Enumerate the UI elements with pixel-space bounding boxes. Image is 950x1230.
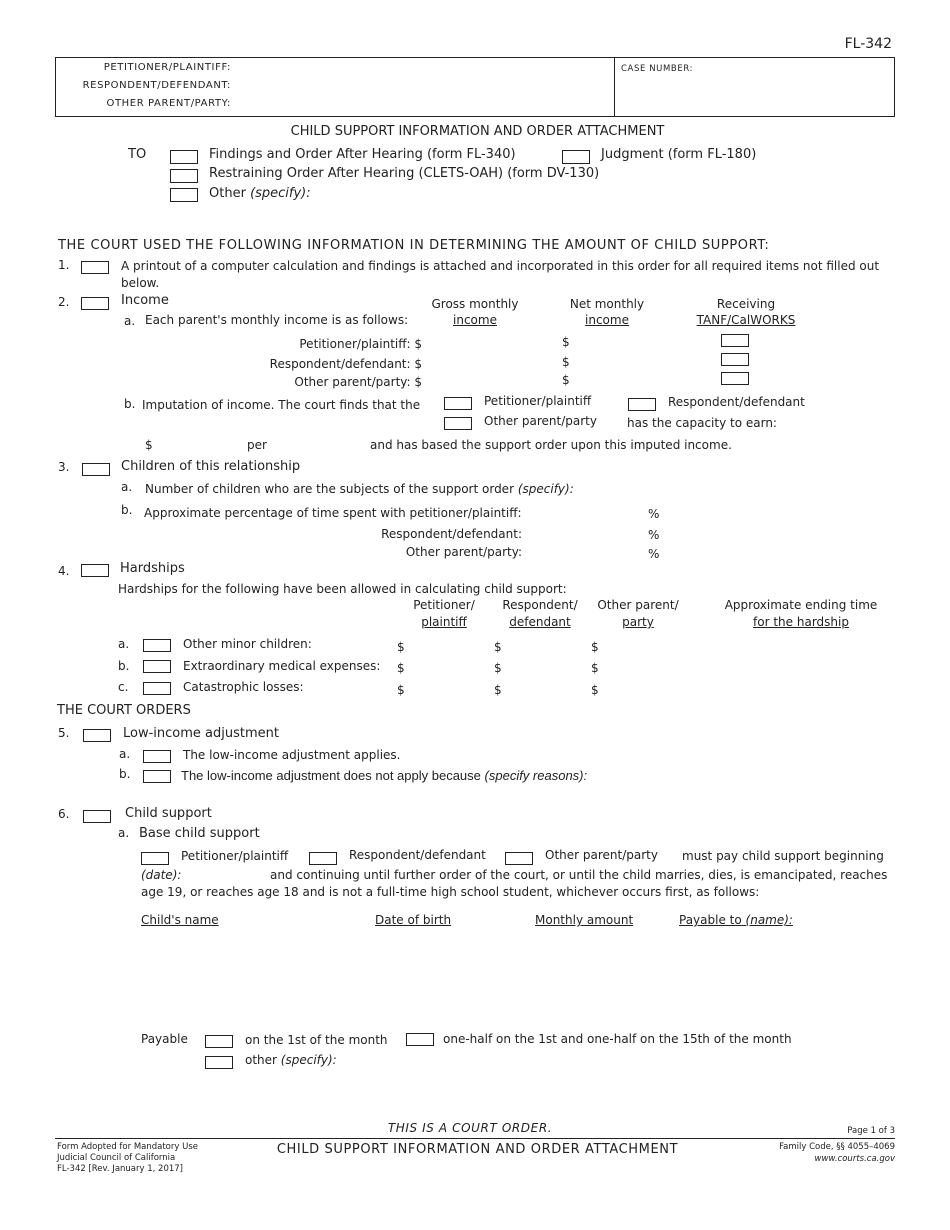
imputation-respondent-checkbox[interactable] xyxy=(628,398,656,411)
item-2b-text: Imputation of income. The court finds that the xyxy=(142,398,421,412)
hardship-row-label: a. xyxy=(118,637,130,651)
pct-other: % xyxy=(648,547,660,561)
item-6-number: 6. xyxy=(58,807,70,821)
item-3a-label: a. xyxy=(121,480,133,494)
findings-order-checkbox[interactable] xyxy=(170,150,198,164)
adjustment-not-apply-text: The low-income adjustment does not apply because (specify reasons): xyxy=(181,768,588,783)
capacity-text: has the capacity to earn: xyxy=(627,416,777,430)
payor-other-label: Other parent/party xyxy=(545,848,658,862)
hardship-dollar: $ xyxy=(494,661,502,675)
tanf-header-2: TANF/CalWORKS xyxy=(696,313,796,327)
item-5-number: 5. xyxy=(58,726,70,740)
hardship-col-other: Other parent/ xyxy=(597,598,679,612)
payor-respondent-checkbox[interactable] xyxy=(309,852,337,865)
hardship-row-text: Other minor children: xyxy=(183,637,312,651)
imputed-dollar: $ xyxy=(145,438,153,452)
must-pay-text: must pay child support beginning xyxy=(682,849,884,863)
tanf-petitioner-checkbox[interactable] xyxy=(721,334,749,347)
net-dollar-respondent: $ xyxy=(562,355,570,369)
payor-other-checkbox[interactable] xyxy=(505,852,533,865)
net-dollar-petitioner: $ xyxy=(562,335,570,349)
hardship-row-text: Catastrophic losses: xyxy=(183,680,304,694)
children-checkbox[interactable] xyxy=(82,463,110,476)
continuing-text: and continuing until further order of the court, or until the child marries, dies, is emancipated, reaches xyxy=(270,868,888,882)
payable-other-label: other (specify): xyxy=(245,1053,337,1067)
hardships-intro: Hardships for the following have been allowed in calculating child support: xyxy=(118,582,567,596)
hardship-row-label: b. xyxy=(118,659,130,673)
low-income-checkbox[interactable] xyxy=(83,729,111,742)
other-attach-checkbox[interactable] xyxy=(170,188,198,202)
item-6a-label: a. xyxy=(118,826,130,840)
payable-half-label: one-half on the 1st and one-half on the 15th of the month xyxy=(443,1032,792,1046)
item-2a-text: Each parent's monthly income is as follows: xyxy=(145,313,409,327)
net-income-header: Net monthly xyxy=(569,297,645,311)
tanf-other-checkbox[interactable] xyxy=(721,372,749,385)
item-1-number: 1. xyxy=(58,258,70,272)
item-3-number: 3. xyxy=(58,460,70,474)
hardships-title: Hardships xyxy=(120,561,185,576)
time-other-label: Other parent/party: xyxy=(405,545,522,559)
children-title: Children of this relationship xyxy=(121,459,301,474)
restraining-order-label: Restraining Order After Hearing (CLETS-OAH) (form DV-130) xyxy=(209,166,600,181)
low-income-title: Low-income adjustment xyxy=(123,726,279,741)
income-title: Income xyxy=(121,293,169,308)
gross-income-header-2: income xyxy=(453,313,497,327)
respondent-label: RESPONDENT/DEFENDANT: xyxy=(82,80,231,91)
payable-first-checkbox[interactable] xyxy=(205,1035,233,1048)
item-3b-text: Approximate percentage of time spent with petitioner/plaintiff: xyxy=(144,506,522,520)
payor-petitioner-label: Petitioner/plaintiff xyxy=(181,849,289,863)
item-5b-label: b. xyxy=(119,767,131,781)
time-respondent-label: Respondent/defendant: xyxy=(381,527,522,541)
payable-half-checkbox[interactable] xyxy=(406,1033,434,1046)
adopted-line-3: FL-342 [Rev. January 1, 2017] xyxy=(57,1164,183,1174)
net-income-header-2: income xyxy=(585,313,629,327)
adjustment-applies-checkbox[interactable] xyxy=(143,750,171,763)
payor-petitioner-checkbox[interactable] xyxy=(141,852,169,865)
income-row-other: Other parent/party: $ xyxy=(294,375,422,389)
item-3a-text: Number of children who are the subjects of the support order (specify): xyxy=(145,482,574,496)
hardship-col-other-2: party xyxy=(622,615,654,629)
continuing-text-2: age 19, or reaches age 18 and is not a full-time high school student, whichever occurs first, as follows: xyxy=(141,885,760,899)
col-childs-name: Child's name xyxy=(141,913,219,927)
item-2a-label: a. xyxy=(124,314,136,328)
adopted-line-2: Judicial Council of California xyxy=(57,1153,176,1163)
restraining-order-checkbox[interactable] xyxy=(170,169,198,183)
courts-website[interactable]: www.courts.ca.gov xyxy=(814,1154,895,1164)
item-2b-label: b. xyxy=(124,397,136,411)
child-support-title: Child support xyxy=(125,806,212,821)
payable-first-label: on the 1st of the month xyxy=(245,1033,388,1047)
child-support-checkbox[interactable] xyxy=(83,810,111,823)
judgment-label: Judgment (form FL-180) xyxy=(601,147,757,162)
hardship-dollar: $ xyxy=(397,661,405,675)
other-minor-children-checkbox[interactable] xyxy=(143,639,171,652)
hardship-dollar: $ xyxy=(397,683,405,697)
adjustment-applies-text: The low-income adjustment applies. xyxy=(183,748,401,762)
judgment-checkbox[interactable] xyxy=(562,150,590,164)
item-3b-label: b. xyxy=(121,503,133,517)
court-orders-heading: THE COURT ORDERS xyxy=(57,703,191,718)
hardship-col-ending-2: for the hardship xyxy=(753,615,849,629)
item-2-number: 2. xyxy=(58,295,70,309)
net-dollar-other: $ xyxy=(562,373,570,387)
computer-printout-checkbox[interactable] xyxy=(81,261,109,274)
hardship-col-petitioner: Petitioner/ xyxy=(413,598,475,612)
caption-box xyxy=(55,57,895,117)
case-number-label: CASE NUMBER: xyxy=(621,64,694,74)
catastrophic-losses-checkbox[interactable] xyxy=(143,682,171,695)
findings-order-label: Findings and Order After Hearing (form FL-340) xyxy=(209,147,516,162)
hardships-checkbox[interactable] xyxy=(81,564,109,577)
information-heading: THE COURT USED THE FOLLOWING INFORMATION IN DETERMINING THE AMOUNT OF CHILD SUPPORT: xyxy=(58,238,770,253)
petitioner-label: PETITIONER/PLAINTIFF: xyxy=(103,62,231,73)
hardship-row-label: c. xyxy=(118,680,129,694)
col-monthly-amount: Monthly amount xyxy=(535,913,634,927)
adjustment-not-apply-checkbox[interactable] xyxy=(143,770,171,783)
form-id: FL-342 xyxy=(844,36,892,52)
hardship-col-petitioner-2: plaintiff xyxy=(421,615,467,629)
date-label: (date): xyxy=(141,868,182,882)
hardship-dollar: $ xyxy=(591,640,599,654)
item-1-text-cont: below. xyxy=(121,276,160,290)
pct-petitioner: % xyxy=(648,507,660,521)
gross-income-header: Gross monthly xyxy=(431,297,519,311)
payable-other-checkbox[interactable] xyxy=(205,1056,233,1069)
pct-respondent: % xyxy=(648,528,660,542)
payor-respondent-label: Respondent/defendant xyxy=(349,848,486,862)
adopted-line-1: Form Adopted for Mandatory Use xyxy=(57,1142,198,1152)
footer-divider xyxy=(55,1138,895,1139)
income-row-petitioner: Petitioner/plaintiff: $ xyxy=(299,337,422,351)
imputation-other-checkbox[interactable] xyxy=(444,417,472,430)
other-party-label: OTHER PARENT/PARTY: xyxy=(106,98,231,109)
family-code: Family Code, §§ 4055–4069 xyxy=(779,1142,895,1152)
hardship-col-respondent: Respondent/ xyxy=(502,598,578,612)
form-title: CHILD SUPPORT INFORMATION AND ORDER ATTACHMENT xyxy=(290,124,665,139)
col-date-of-birth: Date of birth xyxy=(375,913,452,927)
tanf-respondent-checkbox[interactable] xyxy=(721,353,749,366)
page-number: Page 1 of 3 xyxy=(847,1126,895,1136)
col-payable-to: Payable to (name): xyxy=(679,913,793,927)
hardship-dollar: $ xyxy=(494,683,502,697)
imputation-other-label: Other parent/party xyxy=(484,414,597,428)
payable-label: Payable xyxy=(141,1032,188,1046)
imputation-respondent-label: Respondent/defendant xyxy=(668,395,805,409)
tanf-header: Receiving xyxy=(716,297,776,311)
hardship-dollar: $ xyxy=(494,640,502,654)
imputation-petitioner-label: Petitioner/plaintiff xyxy=(484,394,592,408)
income-checkbox[interactable] xyxy=(81,297,109,310)
hardship-dollar: $ xyxy=(591,683,599,697)
hardship-col-respondent-2: defendant xyxy=(509,615,571,629)
item-4-number: 4. xyxy=(58,564,70,578)
item-5a-label: a. xyxy=(119,747,131,761)
to-label: TO xyxy=(128,147,147,162)
imputed-based-text: and has based the support order upon this imputed income. xyxy=(370,438,732,452)
hardship-dollar: $ xyxy=(591,661,599,675)
hardship-row-text: Extraordinary medical expenses: xyxy=(183,659,381,673)
imputed-per: per xyxy=(247,438,267,452)
footer-title: CHILD SUPPORT INFORMATION AND ORDER ATTACHMENT xyxy=(276,1142,679,1157)
item-1-text: A printout of a computer calculation and findings is attached and incorporated in this order for all required items not filled out xyxy=(121,259,880,273)
medical-expenses-checkbox[interactable] xyxy=(143,660,171,673)
other-attach-label: Other (specify): xyxy=(209,186,311,201)
base-child-support-title: Base child support xyxy=(139,826,260,841)
court-order-notice: THIS IS A COURT ORDER. xyxy=(387,1121,553,1135)
income-row-respondent: Respondent/defendant: $ xyxy=(269,357,422,371)
hardship-dollar: $ xyxy=(397,640,405,654)
hardship-col-ending: Approximate ending time xyxy=(724,598,878,612)
imputation-petitioner-checkbox[interactable] xyxy=(444,397,472,410)
